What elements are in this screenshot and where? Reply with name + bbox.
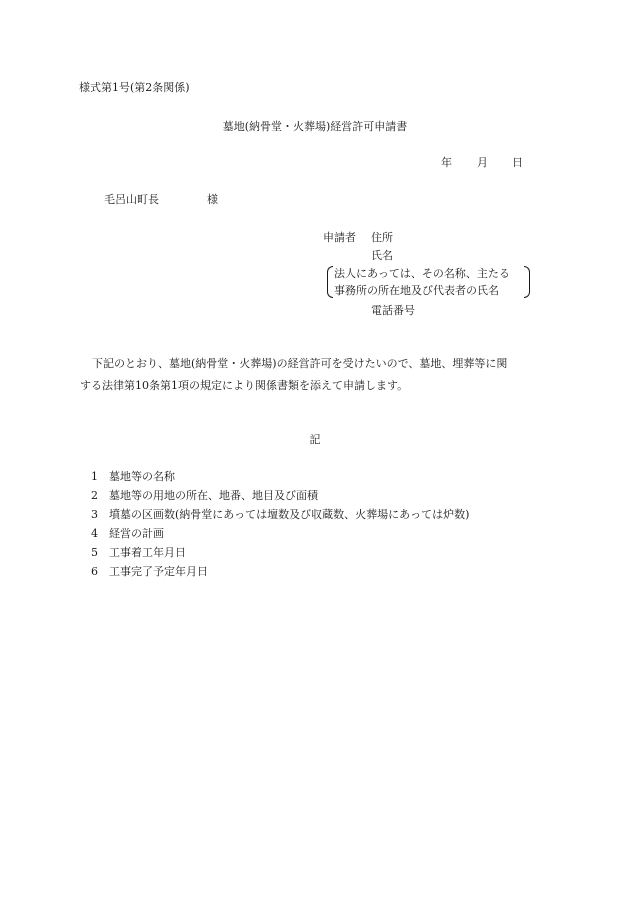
item-text: 墓地等の用地の所在、地番、地目及び面積 (109, 489, 318, 502)
date-year-label: 年 (441, 156, 452, 169)
list-item (91, 471, 175, 482)
item-number: 2 (91, 489, 98, 502)
addressee-name: 毛呂山町長 (104, 193, 159, 206)
left-bracket-icon (327, 266, 333, 298)
applicant-label: 申請者 (323, 231, 356, 244)
list-item (91, 528, 164, 539)
corporate-note-line-1: 法人にあっては、その名称、主たる (334, 267, 510, 280)
item-text: 墳墓の区画数(納骨堂にあっては壇数及び収蔵数、火葬場にあっては炉数) (109, 508, 470, 521)
list-item (91, 490, 318, 501)
corporate-note-line-2: 事務所の所在地及び代表者の氏名 (334, 284, 499, 297)
list-item (91, 566, 208, 577)
ki-heading: 記 (309, 433, 321, 446)
item-text: 墓地等の名称 (109, 470, 175, 483)
list-item (91, 547, 186, 558)
date-day-label: 日 (512, 156, 523, 169)
list-item (91, 509, 469, 520)
address-label: 住所 (371, 231, 393, 244)
item-number: 4 (91, 527, 98, 540)
name-label: 氏名 (371, 249, 393, 262)
phone-label: 電話番号 (371, 304, 415, 317)
item-number: 1 (91, 470, 98, 483)
addressee-honorific: 様 (207, 193, 218, 206)
body-line-2: する法律第10条第1項の規定により関係書類を添えて申請します。 (80, 379, 409, 392)
date-month-label: 月 (477, 156, 488, 169)
item-text: 工事完了予定年月日 (109, 565, 208, 578)
document-title: 墓地(納骨堂・火葬場)経営許可申請書 (222, 120, 408, 133)
item-text: 経営の計画 (109, 527, 164, 540)
right-bracket-icon (524, 266, 530, 298)
item-number: 5 (91, 546, 98, 559)
form-number: 様式第1号(第2条関係) (79, 81, 190, 94)
item-number: 6 (91, 565, 98, 578)
body-line-1: 下記のとおり、墓地(納骨堂・火葬場)の経営許可を受けたいので、墓地、埋葬等に関 (92, 357, 508, 370)
item-text: 工事着工年月日 (109, 546, 186, 559)
item-number: 3 (91, 508, 98, 521)
